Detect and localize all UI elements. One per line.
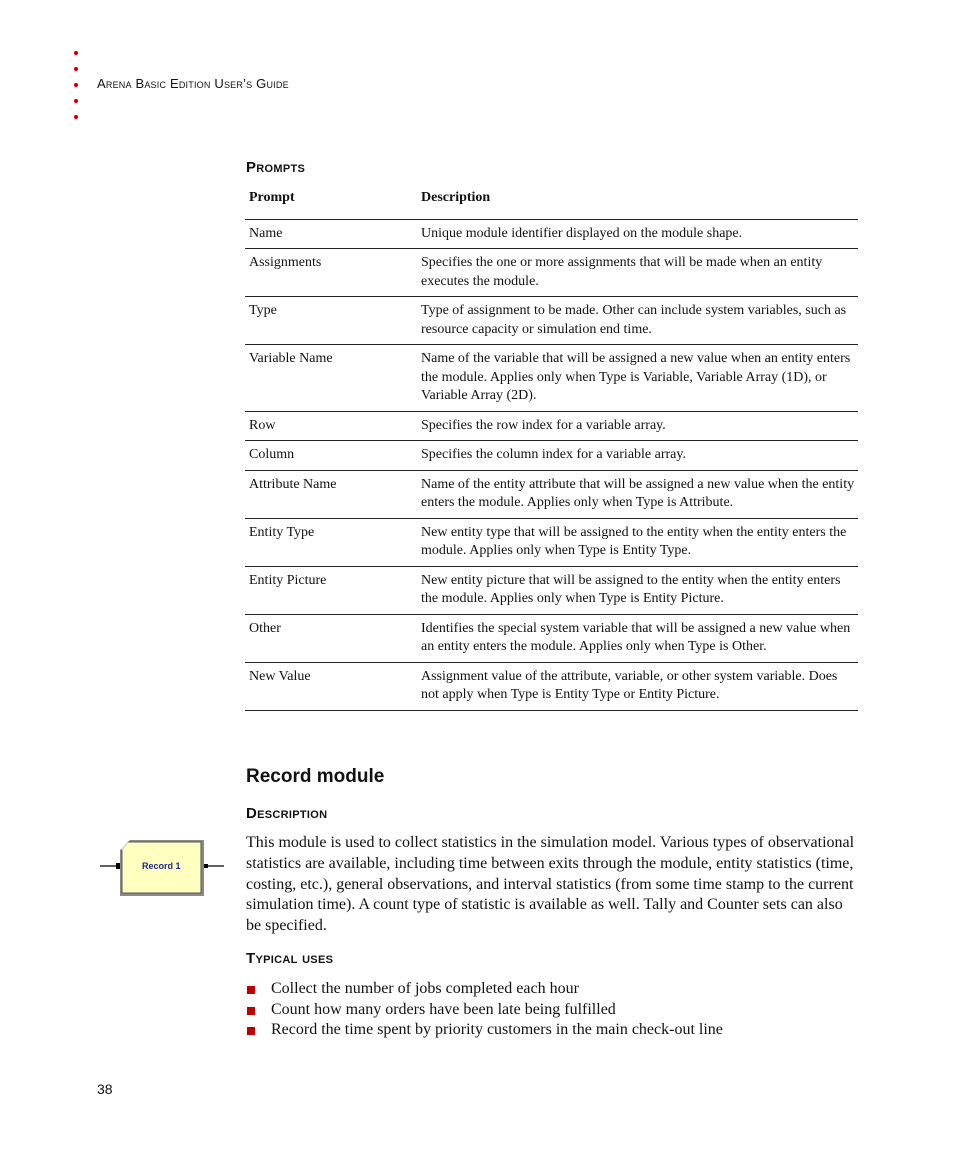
description-cell: Assignment value of the attribute, variable, or other system variable. Does not apply when Type is Entity Type or Entity Picture. [417,662,858,710]
table-row [245,441,858,471]
description-cell: Specifies the column index for a variable array. [417,441,858,471]
page-number: 38 [97,1081,113,1097]
prompt-cell: Entity Picture [245,566,417,614]
description-cell: Type of assignment to be made. Other can include system variables, such as resource capacity or simulation end time. [417,297,858,345]
prompt-cell: Attribute Name [245,470,417,518]
description-cell: Name of the variable that will be assigned a new value when an entity enters the module. Applies only when Type is Variable, Variable Array (1D), or Variable Array (2D). [417,345,858,412]
list-item: Count how many orders have been late being fulfilled [246,1000,723,1021]
margin-dot [74,99,78,103]
prompt-cell: Variable Name [245,345,417,412]
table-row [245,470,858,518]
module-output-port [204,864,208,868]
column-header-prompt: Prompt [245,186,417,219]
prompts-table-body [245,219,858,710]
table-header-row [245,186,858,219]
margin-dot [74,51,78,55]
table-row [245,518,858,566]
module-input-port [116,863,120,869]
prompt-cell: Other [245,614,417,662]
prompt-cell: Entity Type [245,518,417,566]
record-module-graphic [100,838,224,900]
square-bullet-icon [247,1007,255,1015]
prompt-cell: Column [245,441,417,471]
table-row [245,345,858,412]
description-cell: Specifies the one or more assignments that will be made when an entity executes the module. [417,249,858,297]
table-row [245,249,858,297]
running-head: Arena Basic Edition User’s Guide [97,76,289,91]
description-cell: New entity picture that will be assigned to the entity when the entity enters the module. Applies only when Type is Entity Picture. [417,566,858,614]
module-label: Record 1 [142,861,181,871]
prompt-cell: Name [245,219,417,249]
prompt-cell: Row [245,411,417,441]
margin-dot [74,67,78,71]
column-header-description: Description [417,186,858,219]
list-item: Record the time spent by priority customers in the main check-out line [246,1020,723,1041]
square-bullet-icon [247,986,255,994]
description-heading: Description [246,805,328,822]
description-cell: New entity type that will be assigned to the entity when the entity enters the module. Applies only when Type is Entity Type. [417,518,858,566]
square-bullet-icon [247,1027,255,1035]
description-cell: Identifies the special system variable that will be assigned a new value when an entity enters the module. Applies only when Type is Other. [417,614,858,662]
table-row [245,566,858,614]
table-row [245,614,858,662]
prompts-table [245,186,858,711]
prompt-cell: New Value [245,662,417,710]
description-cell: Name of the entity attribute that will be assigned a new value when the entity enters the module. Applies only when Type is Attribute. [417,470,858,518]
description-text: This module is used to collect statistics in the simulation model. Various types of observational statistics are available, including time between exits through the module, entity statistics (time, costing, etc.), general observations, and interval statistics (from some time stamp to the current simulation time). A count type of statistic is available as well. Tally and Counter sets can also be specified. [246,834,855,935]
margin-dot [74,115,78,119]
prompt-cell: Type [245,297,417,345]
typical-uses-heading: Typical uses [246,950,334,967]
prompts-heading: Prompts [246,159,306,176]
typical-uses-list [246,979,723,1041]
description-cell: Unique module identifier displayed on the module shape. [417,219,858,249]
table-row [245,411,858,441]
table-row [245,297,858,345]
section-title: Record module [246,766,385,787]
table-row [245,219,858,249]
prompt-cell: Assignments [245,249,417,297]
table-row [245,662,858,710]
description-cell: Specifies the row index for a variable array. [417,411,858,441]
list-item: Collect the number of jobs completed each hour [246,979,723,1000]
margin-dot [74,83,78,87]
